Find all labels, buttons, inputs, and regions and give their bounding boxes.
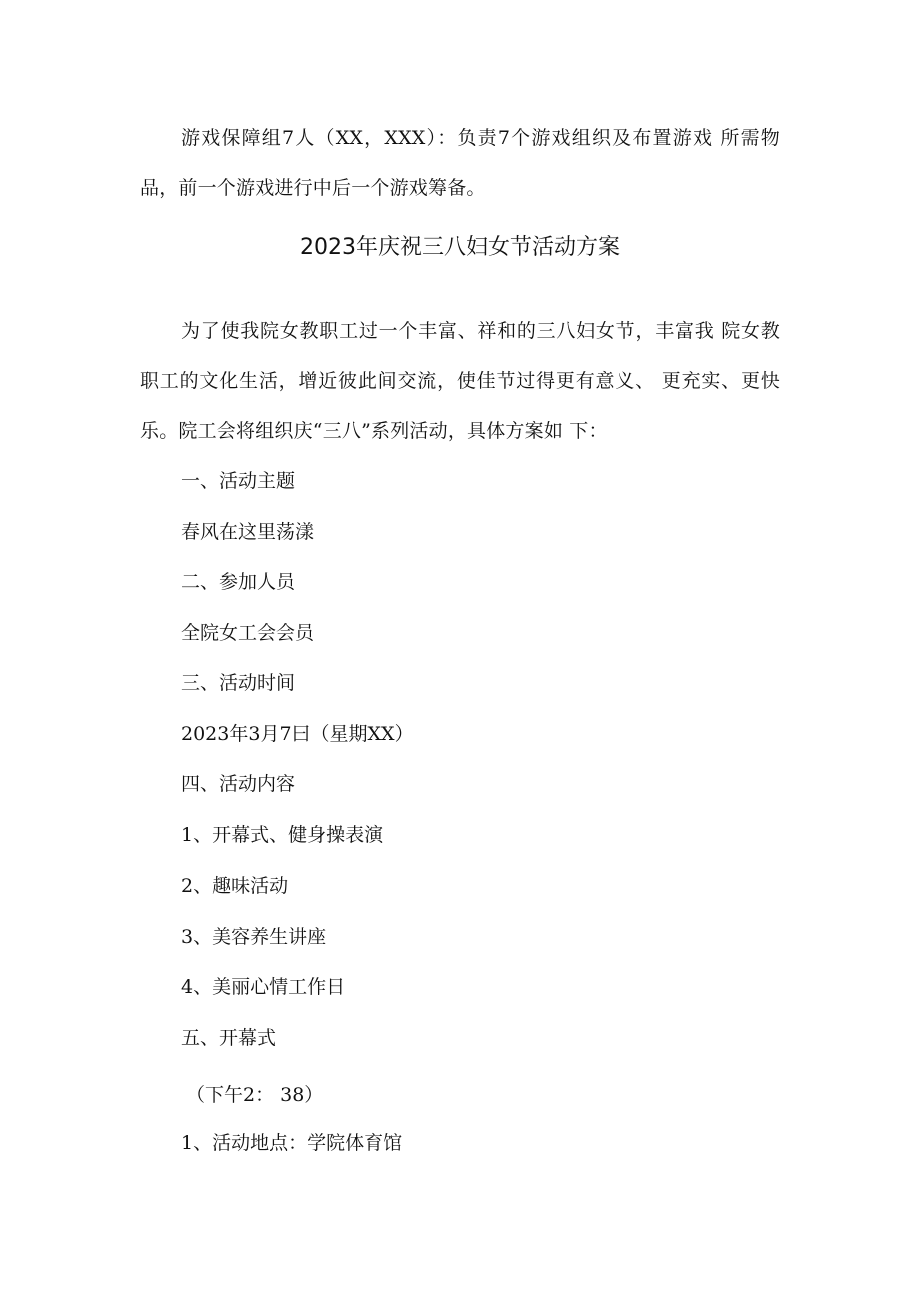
paragraph-game-support-group: 游戏保障组7人（XX，XXX）：负责7个游戏组织及布置游戏 所需物品，前一个游戏进行中后一个游戏筹备。: [140, 127, 780, 199]
content-item-4: 4、美丽心情工作日: [181, 976, 346, 998]
time-text: 2023年3月7曰（星期XX）: [181, 723, 414, 745]
opening-location-text: 1、活动地点：学院体育馆: [181, 1132, 403, 1154]
content-item-3: 3、美容养生讲座: [181, 926, 327, 948]
paragraph-introduction: 为了使我院女教职工过一个丰富、祥和的三八妇女节，丰富我 院女教职工的文化生活，增近彼此间交流，使佳节过得更有意义、 更充实、更快乐。院工会将组织庆“三八”系列活动，具体方案如 下：: [140, 320, 780, 442]
section-heading-participants: 二、参加人员: [181, 571, 296, 593]
section-heading-theme: 一、活动主题: [181, 470, 296, 492]
content-item-1: 1、开幕式、健身操表演: [181, 824, 384, 846]
opening-time-text: （下午2： 38）: [186, 1084, 324, 1106]
theme-text: 春风在这里荡漾: [181, 521, 315, 543]
section-heading-content: 四、活动内容: [181, 773, 296, 795]
section-heading-opening: 五、开幕式: [181, 1027, 277, 1049]
section-heading-time: 三、活动时间: [181, 672, 296, 694]
content-item-2: 2、趣味活动: [181, 875, 289, 897]
participants-text: 全院女工会会员: [181, 622, 315, 644]
document-title: 2023年庆祝三八妇女节活动方案: [300, 235, 620, 260]
